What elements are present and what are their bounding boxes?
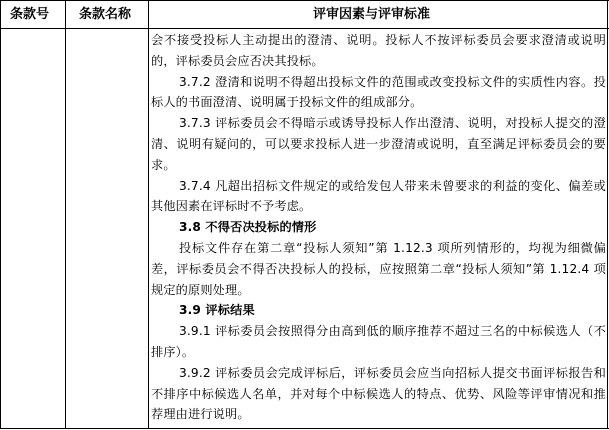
header-separator — [0, 28, 609, 29]
header-clause-no: 条款号 — [10, 7, 50, 22]
table-border-left — [0, 0, 1, 429]
paragraph-3-9-1: 3.9.1 评标委员会按照得分由高到低的顺序推荐不超过三名的中标候选人（不排序）。 — [151, 324, 606, 359]
column-divider-2 — [148, 0, 149, 429]
header-criteria: 评审因素与评审标准 — [313, 7, 431, 22]
paragraph-intro: 会不接受投标人主动提出的澄清、说明。投标人不按评标委员会要求澄清或说明的，评标委员会应否决其投标。 — [151, 33, 606, 68]
column-divider-1 — [65, 0, 66, 429]
table-border-right — [607, 0, 608, 429]
header-clause-name: 条款名称 — [79, 7, 132, 22]
paragraph-3-7-3: 3.7.3 评标委员会不得暗示或诱导投标人作出澄清、说明，对投标人提交的澄清、说明有疑问的，可以要求投标人进一步澄清或说明，直至满足评标委员会的要求。 — [151, 116, 606, 172]
section-heading-3-8: 3.8 不得否决投标的情形 — [179, 220, 317, 235]
section-heading-3-9: 3.9 评标结果 — [179, 303, 255, 318]
paragraph-3-9-2: 3.9.2 评标委员会完成评标后，评标委员会应当向招标人提交书面评标报告和不排序中标候选人名单，并对每个中标候选人的特点、优势、风险等评审情况和推荐理由进行说明。 — [151, 365, 606, 422]
paragraph-3-7-2: 3.7.2 澄清和说明不得超出投标文件的范围或改变投标文件的实质性内容。投标人的书面澄清、说明属于投标文件的组成部分。 — [151, 74, 606, 110]
criteria-content — [151, 30, 606, 425]
paragraph-3-8: 投标文件存在第二章“投标人须知”第 1.12.3 项所列情形的，均视为细微偏差，评标委员会不得否决投标人的投标，应按照第二章“投标人须知”第 1.12.4 项规定的原则处理。 — [151, 240, 606, 297]
table-border-bottom — [0, 428, 609, 429]
paragraph-3-7-4: 3.7.4 凡超出招标文件规定的或给发包人带来未曾要求的利益的变化、偏差或其他因素在评标时不予考虑。 — [151, 178, 606, 214]
